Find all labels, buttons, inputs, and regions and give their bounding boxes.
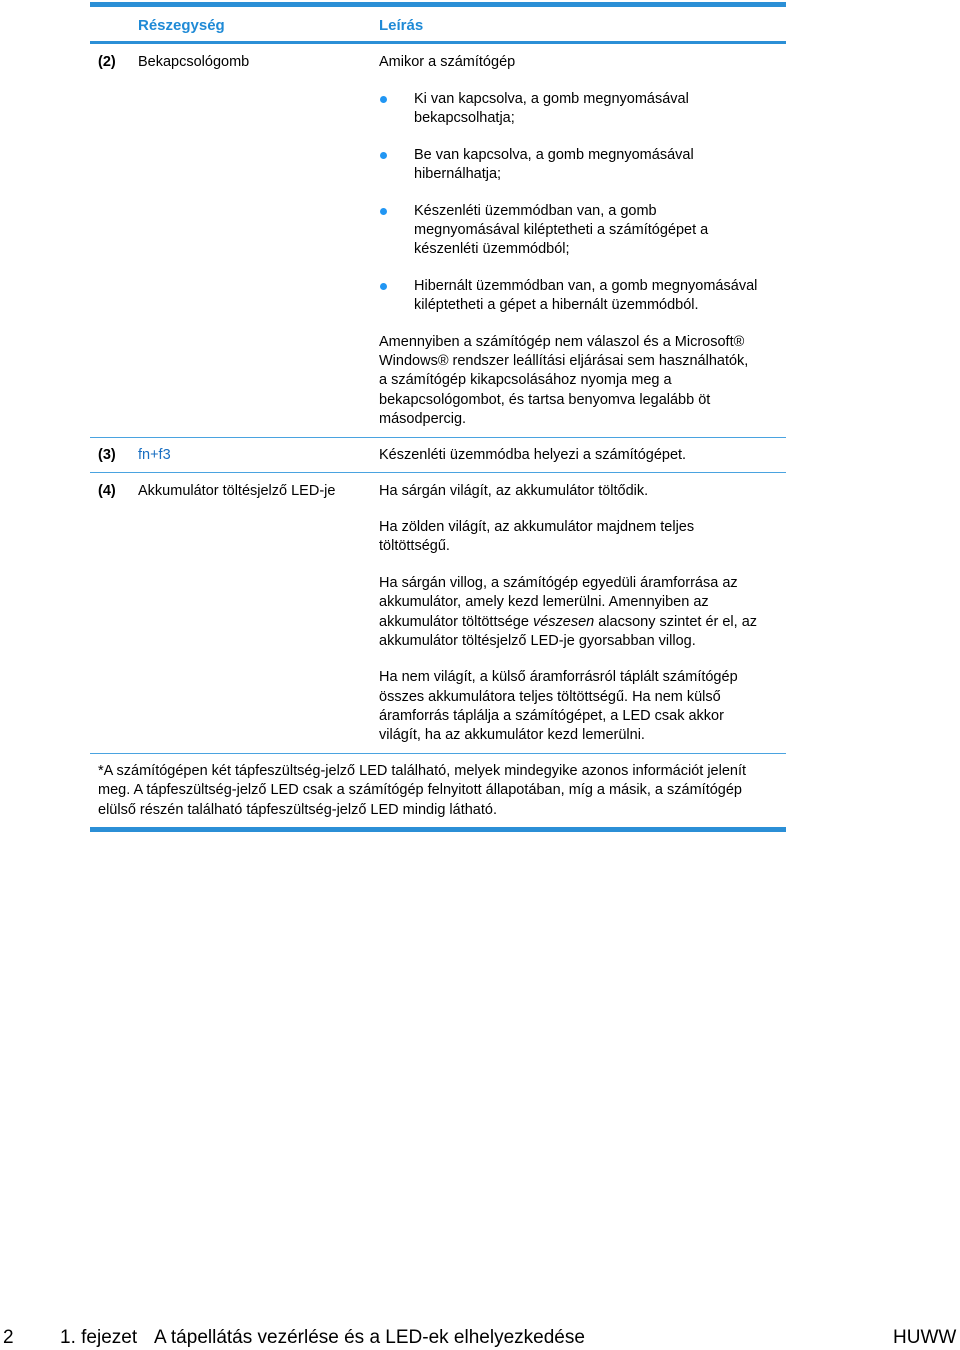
footnote-line: *A számítógépen két tápfeszültség-jelző LED található, melyek mindegyike azonos információt jelenít	[98, 763, 747, 779]
description-text: Ha zölden világít, az akkumulátor majdnem teljes	[379, 519, 695, 535]
bullet-line: Ki van kapcsolva, a gomb megnyomásával	[414, 91, 689, 107]
page-number: 2	[3, 1327, 14, 1348]
row-divider	[90, 753, 786, 754]
bullet-icon	[380, 152, 387, 159]
bullet-line: készenléti üzemmódból;	[414, 241, 570, 257]
bullet-icon	[380, 208, 387, 215]
description-text: Ha sárgán világít, az akkumulátor töltődik.	[379, 483, 649, 499]
description-text: áramforrás táplálja a számítógépet, a LED csak akkor	[379, 708, 724, 724]
footnote-line: elülső részén található tápfeszültség-jelző LED mindig látható.	[98, 802, 497, 818]
description-text: Ha sárgán villog, a számítógép egyedüli áramforrása az	[379, 575, 738, 591]
locale-code: HUWW	[893, 1327, 957, 1348]
description-intro: Amikor a számítógép	[379, 54, 516, 70]
description-text: töltöttségű.	[379, 538, 450, 554]
table-top-rule	[90, 2, 786, 7]
bullet-line: Készenléti üzemmódban van, a gomb	[414, 203, 657, 219]
footnote-line: meg. A tápfeszültség-jelző LED csak a számítógép felnyitott állapotában, míg a másik, a számítógép	[98, 782, 742, 798]
text-segment: alacsony szintet ér el, az	[594, 614, 758, 630]
bullet-line: megnyomásával kiléptetheti a számítógépet a	[414, 222, 709, 238]
description-text: összes akkumulátora teljes töltöttségű. Ha nem külső	[379, 689, 721, 705]
header-rule	[90, 41, 786, 44]
bullet-icon	[380, 283, 387, 290]
row-number: (3)	[98, 447, 116, 463]
description-text	[379, 613, 757, 633]
bullet-line: bekapcsolhatja;	[414, 110, 515, 126]
note-line: a számítógép kikapcsolásához nyomja meg a	[379, 372, 672, 388]
row-divider	[90, 437, 786, 438]
row-number: (2)	[98, 54, 116, 70]
row-divider	[90, 472, 786, 473]
row-number: (4)	[98, 483, 116, 499]
component-name: Akkumulátor töltésjelző LED-je	[138, 483, 336, 499]
description-text: Ha nem világít, a külső áramforrásról táplált számítógép	[379, 669, 738, 685]
description-text: világít, ha az akkumulátor kezd lemerülni.	[379, 727, 645, 743]
emphasis-text: vészesen	[532, 614, 595, 630]
bullet-icon	[380, 96, 387, 103]
description-text: akkumulátor, amely kezd lemerülni. Amennyiben az	[379, 594, 709, 610]
column-header-component: Részegység	[138, 17, 225, 34]
description-text: akkumulátor töltésjelző LED-je gyorsabban villog.	[379, 633, 696, 649]
note-line: bekapcsológombot, és tartsa benyomva legalább öt	[379, 392, 711, 408]
bullet-line: Be van kapcsolva, a gomb megnyomásával	[414, 147, 694, 163]
chapter-title: A tápellátás vezérlése és a LED-ek elhelyezkedése	[154, 1327, 585, 1348]
note-line: Windows® rendszer leállítási eljárásai sem használhatók,	[379, 353, 749, 369]
component-name: Bekapcsológomb	[138, 54, 250, 70]
description-text: Készenléti üzemmódba helyezi a számítógépet.	[379, 447, 687, 463]
component-name: fn+f3	[138, 447, 171, 463]
bullet-line: Hibernált üzemmódban van, a gomb megnyomásával	[414, 278, 758, 294]
chapter-label: 1. fejezet	[60, 1327, 138, 1348]
note-line: másodpercig.	[379, 411, 467, 427]
column-header-description: Leírás	[379, 17, 424, 34]
bullet-line: hibernálhatja;	[414, 166, 502, 182]
note-line: Amennyiben a számítógép nem válaszol és a Microsoft®	[379, 334, 745, 350]
text-segment: akkumulátor töltöttsége	[379, 614, 533, 630]
table-bottom-rule	[90, 827, 786, 832]
bullet-line: kiléptetheti a gépet a hibernált üzemmódból.	[414, 297, 699, 313]
